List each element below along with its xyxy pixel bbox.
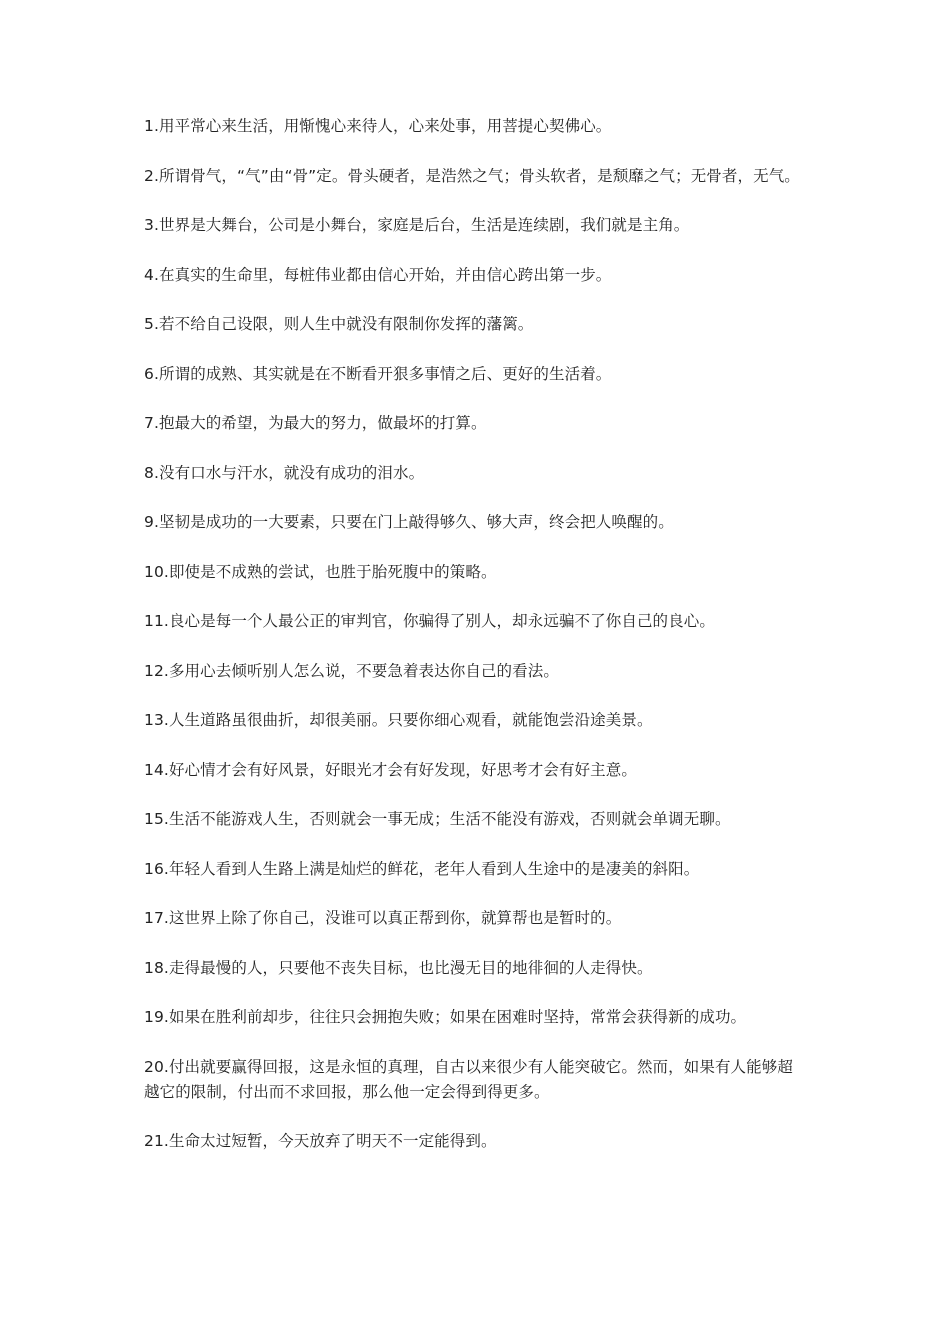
quote-item: 20.付出就要赢得回报，这是永恒的真理，自古以来很少有人能突破它。然而，如果有人能够超越它的限制，付出而不求回报，那么他一定会得到得更多。 xyxy=(144,1057,793,1101)
quote-item: 14.好心情才会有好风景，好眼光才会有好发现，好思考才会有好主意。 xyxy=(144,760,637,779)
quote-item: 18.走得最慢的人，只要他不丧失目标，也比漫无目的地徘徊的人走得快。 xyxy=(144,958,653,977)
quote-item: 3.世界是大舞台，公司是小舞台，家庭是后台，生活是连续剧，我们就是主角。 xyxy=(144,216,690,234)
quote-item: 21.生命太过短暂，今天放弃了明天不一定能得到。 xyxy=(144,1132,497,1150)
quote-item: 5.若不给自己设限，则人生中就没有限制你发挥的藩篱。 xyxy=(144,315,534,333)
quote-item: 15.生活不能游戏人生，否则就会一事无成；生活不能没有游戏，否则就会单调无聊。 xyxy=(144,810,731,828)
quote-item: 10.即使是不成熟的尝试，也胜于胎死腹中的策略。 xyxy=(144,562,497,581)
quote-item: 13.人生道路虽很曲折，却很美丽。只要你细心观看，就能饱尝沿途美景。 xyxy=(144,711,653,729)
quote-item: 19.如果在胜利前却步，往往只会拥抱失败；如果在困难时坚持，常常会获得新的成功。 xyxy=(144,1008,747,1026)
quote-item: 8.没有口水与汗水，就没有成功的泪水。 xyxy=(144,463,425,482)
quote-item: 2.所谓骨气，“气”由“骨”定。骨头硬者，是浩然之气；骨头软者，是颓靡之气；无骨者，无气。 xyxy=(144,166,800,185)
quote-item: 16.年轻人看到人生路上满是灿烂的鲜花，老年人看到人生途中的是凄美的斜阳。 xyxy=(144,859,700,878)
quote-item: 9.坚韧是成功的一大要素，只要在门上敲得够久、够大声，终会把人唤醒的。 xyxy=(144,513,674,531)
quote-item: 17.这世界上除了你自己，没谁可以真正帮到你，就算帮也是暂时的。 xyxy=(144,909,622,927)
quote-item: 11.良心是每一个人最公正的审判官，你骗得了别人，却永远骗不了你自己的良心。 xyxy=(144,612,715,630)
quote-item: 7.抱最大的希望，为最大的努力，做最坏的打算。 xyxy=(144,414,487,432)
quote-item: 1.用平常心来生活，用惭愧心来待人，心来处事，用菩提心契佛心。 xyxy=(144,117,612,135)
quote-item: 12.多用心去倾听别人怎么说，不要急着表达你自己的看法。 xyxy=(144,661,559,680)
quote-list xyxy=(144,114,808,1179)
quote-item: 4.在真实的生命里，每桩伟业都由信心开始，并由信心跨出第一步。 xyxy=(144,265,612,284)
quote-item: 6.所谓的成熟、其实就是在不断看开狠多事情之后、更好的生活着。 xyxy=(144,364,612,383)
